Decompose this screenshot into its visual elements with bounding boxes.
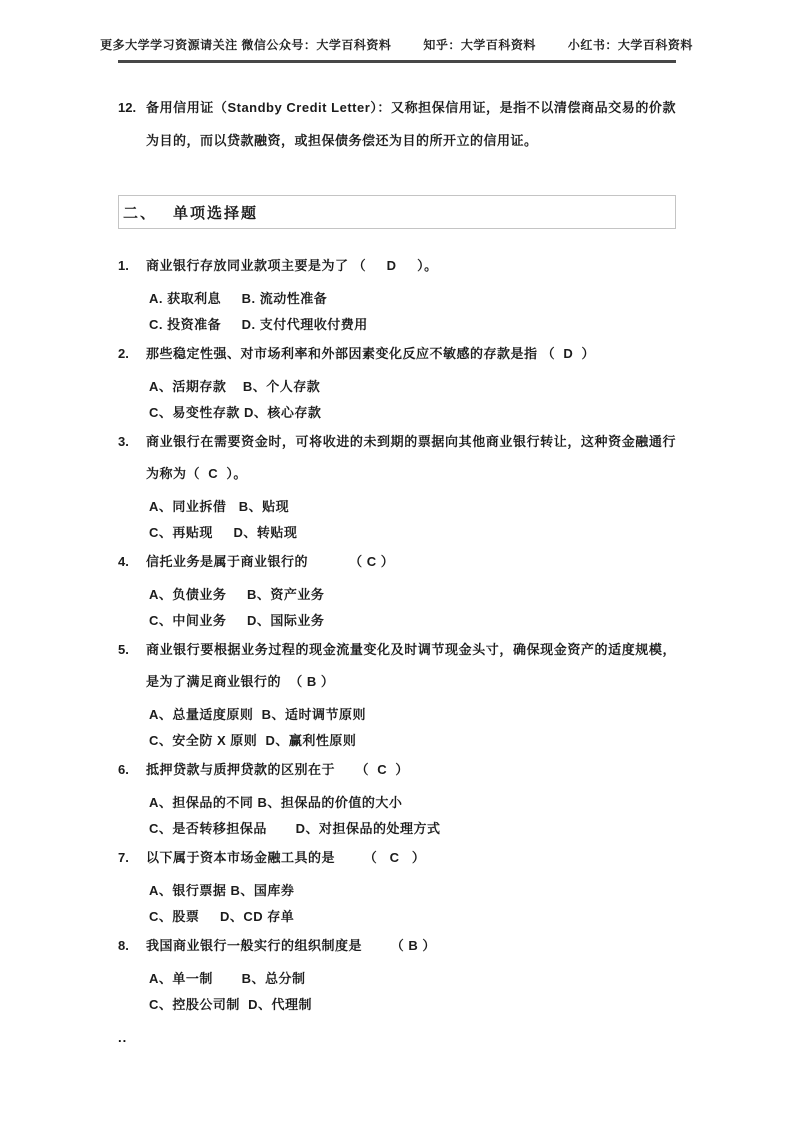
question-item: [118, 426, 676, 546]
question-options: [146, 702, 676, 754]
item-number: 12.: [118, 100, 137, 115]
option-line: A、总量适度原则 B、适时调节原则: [149, 707, 367, 722]
question-number: 2.: [118, 346, 129, 361]
question-text: 那些稳定性强、对市场利率和外部因素变化反应不敏感的存款是指 （ D ）: [146, 346, 595, 361]
question-number: 1.: [118, 258, 129, 273]
header-segment-wechat: 更多大学学习资源请关注 微信公众号：大学百科资料: [100, 38, 392, 52]
questions-list: [118, 250, 676, 1018]
option-line: A、单一制 B、总分制: [149, 971, 306, 986]
question-item: [118, 634, 676, 754]
question-body: [146, 634, 676, 754]
question-number: 8.: [118, 938, 129, 953]
question-number: 5.: [118, 642, 129, 657]
question-options: [146, 286, 676, 338]
question-number: 7.: [118, 850, 129, 865]
option-line: C、控股公司制 D、代理制: [149, 997, 313, 1012]
question-item: [118, 930, 676, 1018]
option-line: A、担保品的不同 B、担保品的价值的大小: [149, 795, 403, 810]
question-number: 6.: [118, 762, 129, 777]
question-text: 商业银行要根据业务过程的现金流量变化及时调节现金头寸，确保现金资产的适度规模，是为了满足商业银行的 （ B ）: [146, 642, 676, 689]
question-body: [146, 754, 676, 842]
definition-item-12: [118, 91, 676, 157]
question-body: [146, 930, 676, 1018]
item-text: 备用信用证（Standby Credit Letter）：又称担保信用证，是指不以清偿商品交易的价款为目的，而以贷款融资，或担保债务偿还为目的所开立的信用证。: [146, 100, 676, 148]
question-number: 4.: [118, 554, 129, 569]
header-segment-zhihu: 知乎：大学百科资料: [423, 38, 536, 52]
header-promo-line: [0, 36, 793, 53]
question-text: 信托业务是属于商业银行的 （ C ）: [146, 554, 395, 569]
question-text: 商业银行在需要资金时，可将收进的未到期的票据向其他商业银行转让，这种资金融通行为称为（ C ）。: [146, 434, 676, 481]
header-segment-xiaohongshu: 小红书：大学百科资料: [567, 38, 693, 52]
option-line: A、银行票据 B、国库券: [149, 883, 295, 898]
question-options: [146, 878, 676, 930]
option-line: A. 获取利息 B. 流动性准备: [149, 291, 328, 306]
option-line: A、活期存款 B、个人存款: [149, 379, 321, 394]
question-text: 抵押贷款与质押贷款的区别在于 （ C ）: [146, 762, 409, 777]
option-line: A、负债业务 B、资产业务: [149, 587, 325, 602]
option-line: C、再贴现 D、转贴现: [149, 525, 298, 540]
section-prefix: 二、: [123, 204, 158, 222]
question-body: [146, 842, 676, 930]
question-item: [118, 842, 676, 930]
question-options: [146, 966, 676, 1018]
option-line: C. 投资准备 D. 支付代理收付费用: [149, 317, 368, 332]
question-body: [146, 426, 676, 546]
option-line: C、易变性存款 D、核心存款: [149, 405, 322, 420]
question-text: 商业银行存放同业款项主要是为了 （ D ）。: [146, 258, 438, 273]
question-number: 3.: [118, 434, 129, 449]
document-body: [118, 91, 676, 1018]
question-text: 以下属于资本市场金融工具的是 （ C ）: [146, 850, 426, 865]
question-options: [146, 374, 676, 426]
question-body: [146, 250, 676, 338]
option-line: C、是否转移担保品 D、对担保品的处理方式: [149, 821, 441, 836]
question-options: [146, 582, 676, 634]
footer-mark: ..: [118, 1030, 128, 1045]
question-options: [146, 494, 676, 546]
question-item: [118, 250, 676, 338]
option-line: A、同业拆借 B、贴现: [149, 499, 290, 514]
question-body: [146, 338, 676, 426]
question-body: [146, 546, 676, 634]
option-line: C、安全防 X 原则 D、赢利性原则: [149, 733, 357, 748]
question-text: 我国商业银行一般实行的组织制度是 （ B ）: [146, 938, 436, 953]
question-options: [146, 790, 676, 842]
option-line: C、中间业务 D、国际业务: [149, 613, 325, 628]
question-item: [118, 754, 676, 842]
option-line: C、股票 D、CD 存单: [149, 909, 295, 924]
question-item: [118, 338, 676, 426]
page-header: [0, 36, 793, 63]
header-rule: [118, 60, 676, 63]
section-title: 单项选择题: [173, 204, 259, 222]
section-heading: [118, 195, 676, 229]
question-item: [118, 546, 676, 634]
